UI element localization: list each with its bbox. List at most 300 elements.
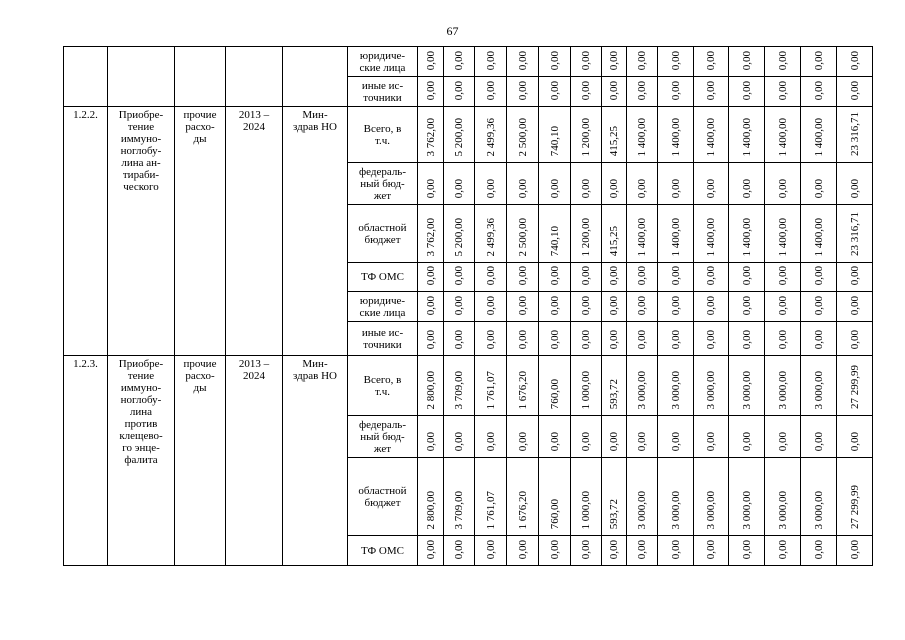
executor: Мин- здрав НО bbox=[283, 356, 348, 566]
value-text: 0,00 bbox=[740, 50, 753, 70]
value-cell bbox=[729, 163, 765, 205]
value-text: 1 400,00 bbox=[669, 117, 682, 156]
value-text: 0,00 bbox=[636, 330, 648, 350]
value-cell bbox=[658, 47, 694, 77]
value-text: 0,00 bbox=[669, 296, 682, 316]
value-text: 0,00 bbox=[848, 178, 861, 198]
value-cell bbox=[765, 47, 801, 77]
funding-source: Всего, в т.ч. bbox=[348, 107, 418, 163]
value-cell bbox=[729, 77, 765, 107]
value-cell bbox=[507, 205, 539, 263]
value-cell bbox=[801, 263, 837, 292]
value-cell bbox=[418, 77, 444, 107]
value-text: 3 000,00 bbox=[705, 370, 717, 410]
funding-source: ТФ ОМС bbox=[348, 536, 418, 566]
value-text: 0,00 bbox=[580, 432, 592, 452]
value-cell bbox=[475, 356, 507, 416]
value-text: 0,00 bbox=[776, 432, 789, 452]
value-cell bbox=[729, 458, 765, 536]
value-text: 0,00 bbox=[740, 432, 753, 452]
value-cell bbox=[507, 47, 539, 77]
value-text: 1 400,00 bbox=[740, 117, 753, 156]
value-cell bbox=[539, 292, 571, 322]
value-cell bbox=[837, 107, 873, 163]
value-cell bbox=[694, 536, 729, 566]
value-text: 3 000,00 bbox=[812, 370, 825, 410]
value-cell bbox=[539, 77, 571, 107]
value-cell bbox=[444, 163, 475, 205]
value-cell bbox=[729, 416, 765, 458]
value-cell bbox=[658, 163, 694, 205]
value-text: 0,00 bbox=[740, 330, 753, 350]
value-text: 1 400,00 bbox=[776, 217, 789, 256]
value-text: 0,00 bbox=[812, 540, 825, 560]
value-text: 2 800,00 bbox=[424, 490, 437, 530]
value-cell bbox=[444, 107, 475, 163]
value-cell bbox=[507, 163, 539, 205]
value-text: 0,00 bbox=[608, 432, 620, 452]
empty-cell bbox=[175, 47, 226, 107]
value-cell bbox=[765, 107, 801, 163]
value-cell bbox=[507, 322, 539, 356]
value-cell bbox=[694, 416, 729, 458]
value-cell bbox=[539, 107, 571, 163]
value-text: 0,00 bbox=[705, 266, 717, 286]
value-cell bbox=[418, 263, 444, 292]
value-cell bbox=[539, 205, 571, 263]
value-cell bbox=[837, 47, 873, 77]
value-cell bbox=[507, 292, 539, 322]
value-text: 3 000,00 bbox=[812, 490, 825, 530]
value-cell bbox=[765, 416, 801, 458]
value-text: 0,00 bbox=[548, 266, 561, 286]
value-cell bbox=[507, 536, 539, 566]
value-text: 27 299,99 bbox=[848, 485, 861, 530]
value-text: 0,00 bbox=[608, 50, 620, 70]
value-text: 3 709,00 bbox=[453, 490, 465, 530]
value-text: 0,00 bbox=[608, 330, 620, 350]
value-cell bbox=[475, 263, 507, 292]
value-cell bbox=[539, 263, 571, 292]
value-cell bbox=[444, 292, 475, 322]
value-text: 0,00 bbox=[484, 266, 497, 286]
value-text: 1 000,00 bbox=[580, 490, 592, 530]
table-row bbox=[64, 107, 873, 163]
value-text: 0,00 bbox=[776, 50, 789, 70]
value-text: 0,00 bbox=[608, 80, 620, 100]
funding-source: юридиче- ские лица bbox=[348, 47, 418, 77]
value-cell bbox=[571, 163, 602, 205]
value-cell bbox=[801, 356, 837, 416]
value-cell bbox=[602, 536, 627, 566]
value-text: 0,00 bbox=[669, 80, 682, 100]
value-cell bbox=[539, 47, 571, 77]
value-cell bbox=[602, 416, 627, 458]
value-text: 0,00 bbox=[484, 540, 497, 560]
page-number: 67 bbox=[446, 24, 459, 38]
value-text: 740,10 bbox=[548, 225, 561, 256]
value-text: 0,00 bbox=[453, 330, 465, 350]
value-text: 0,00 bbox=[636, 296, 648, 316]
value-text: 0,00 bbox=[705, 80, 717, 100]
empty-cell bbox=[226, 47, 283, 107]
value-text: 0,00 bbox=[848, 540, 861, 560]
value-text: 0,00 bbox=[580, 540, 592, 560]
value-cell bbox=[507, 263, 539, 292]
value-text: 0,00 bbox=[812, 178, 825, 198]
value-text: 0,00 bbox=[608, 266, 620, 286]
item-number: 1.2.3. bbox=[64, 356, 108, 566]
value-cell bbox=[627, 77, 658, 107]
value-text: 740,10 bbox=[548, 125, 561, 156]
value-cell bbox=[837, 356, 873, 416]
value-text: 1 400,00 bbox=[705, 117, 717, 156]
value-text: 0,00 bbox=[740, 178, 753, 198]
value-cell bbox=[658, 322, 694, 356]
value-text: 5 200,00 bbox=[453, 117, 465, 156]
value-text: 0,00 bbox=[740, 540, 753, 560]
value-text: 0,00 bbox=[705, 330, 717, 350]
value-text: 0,00 bbox=[848, 330, 861, 350]
value-cell bbox=[571, 205, 602, 263]
value-text: 0,00 bbox=[776, 540, 789, 560]
value-text: 0,00 bbox=[776, 296, 789, 316]
value-text: 1 400,00 bbox=[740, 217, 753, 256]
value-text: 0,00 bbox=[580, 80, 592, 100]
expense-category: прочие расхо- ды bbox=[175, 107, 226, 356]
value-cell bbox=[418, 107, 444, 163]
funding-source: федераль- ный бюд- жет bbox=[348, 416, 418, 458]
period: 2013 – 2024 bbox=[226, 107, 283, 356]
value-cell bbox=[418, 536, 444, 566]
value-text: 0,00 bbox=[812, 266, 825, 286]
value-cell bbox=[571, 416, 602, 458]
value-text: 0,00 bbox=[669, 330, 682, 350]
value-text: 0,00 bbox=[548, 330, 561, 350]
value-cell bbox=[801, 163, 837, 205]
value-cell bbox=[658, 77, 694, 107]
value-cell bbox=[801, 458, 837, 536]
value-text: 3 000,00 bbox=[776, 370, 789, 410]
table-row bbox=[64, 47, 873, 77]
value-cell bbox=[475, 416, 507, 458]
value-cell bbox=[801, 47, 837, 77]
value-text: 0,00 bbox=[848, 80, 861, 100]
value-text: 0,00 bbox=[812, 296, 825, 316]
value-cell bbox=[475, 107, 507, 163]
value-cell bbox=[801, 292, 837, 322]
value-text: 0,00 bbox=[516, 296, 529, 316]
value-text: 0,00 bbox=[636, 266, 648, 286]
value-cell bbox=[571, 356, 602, 416]
value-text: 0,00 bbox=[516, 266, 529, 286]
value-cell bbox=[444, 458, 475, 536]
value-cell bbox=[571, 458, 602, 536]
value-cell bbox=[627, 292, 658, 322]
expense-category: прочие расхо- ды bbox=[175, 356, 226, 566]
value-cell bbox=[729, 205, 765, 263]
value-cell bbox=[658, 458, 694, 536]
value-cell bbox=[418, 356, 444, 416]
value-text: 0,00 bbox=[424, 50, 437, 70]
value-text: 0,00 bbox=[453, 266, 465, 286]
value-text: 1 000,00 bbox=[580, 370, 592, 410]
value-text: 0,00 bbox=[548, 50, 561, 70]
funding-source: юридиче- ские лица bbox=[348, 292, 418, 322]
value-text: 0,00 bbox=[848, 296, 861, 316]
value-text: 0,00 bbox=[548, 432, 561, 452]
value-text: 0,00 bbox=[669, 540, 682, 560]
value-text: 0,00 bbox=[848, 50, 861, 70]
funding-source: федераль- ный бюд- жет bbox=[348, 163, 418, 205]
value-cell bbox=[694, 263, 729, 292]
value-cell bbox=[765, 163, 801, 205]
value-text: 0,00 bbox=[608, 540, 620, 560]
value-cell bbox=[801, 107, 837, 163]
value-cell bbox=[658, 205, 694, 263]
value-text: 0,00 bbox=[516, 432, 529, 452]
value-text: 760,00 bbox=[548, 379, 561, 410]
value-text: 0,00 bbox=[669, 432, 682, 452]
value-text: 1 761,07 bbox=[484, 370, 497, 410]
value-cell bbox=[729, 356, 765, 416]
value-text: 0,00 bbox=[516, 330, 529, 350]
value-cell bbox=[507, 416, 539, 458]
value-text: 0,00 bbox=[705, 296, 717, 316]
value-cell bbox=[694, 47, 729, 77]
value-text: 1 200,00 bbox=[580, 217, 592, 256]
value-cell bbox=[658, 416, 694, 458]
value-text: 3 709,00 bbox=[453, 370, 465, 410]
value-text: 0,00 bbox=[484, 80, 497, 100]
value-cell bbox=[694, 356, 729, 416]
value-cell bbox=[444, 322, 475, 356]
value-text: 0,00 bbox=[776, 266, 789, 286]
value-cell bbox=[627, 107, 658, 163]
empty-cell bbox=[283, 47, 348, 107]
value-text: 0,00 bbox=[669, 178, 682, 198]
value-cell bbox=[627, 163, 658, 205]
value-cell bbox=[475, 163, 507, 205]
value-cell bbox=[658, 292, 694, 322]
value-cell bbox=[475, 536, 507, 566]
value-cell bbox=[765, 458, 801, 536]
value-text: 1 400,00 bbox=[812, 217, 825, 256]
value-cell bbox=[539, 458, 571, 536]
funding-source: областной бюджет bbox=[348, 205, 418, 263]
value-cell bbox=[418, 322, 444, 356]
value-text: 0,00 bbox=[608, 178, 620, 198]
value-cell bbox=[765, 77, 801, 107]
value-cell bbox=[444, 77, 475, 107]
executor: Мин- здрав НО bbox=[283, 107, 348, 356]
value-text: 0,00 bbox=[580, 266, 592, 286]
item-name: Приобре- тение иммуно- ноглобу- лина против клещево- го энце- фалита bbox=[108, 356, 175, 566]
value-cell bbox=[475, 47, 507, 77]
value-cell bbox=[694, 205, 729, 263]
value-text: 0,00 bbox=[424, 80, 437, 100]
value-text: 3 000,00 bbox=[669, 370, 682, 410]
value-cell bbox=[602, 356, 627, 416]
value-text: 0,00 bbox=[669, 266, 682, 286]
value-text: 0,00 bbox=[580, 296, 592, 316]
value-text: 0,00 bbox=[516, 178, 529, 198]
value-text: 0,00 bbox=[453, 50, 465, 70]
value-text: 0,00 bbox=[453, 432, 465, 452]
value-text: 0,00 bbox=[453, 178, 465, 198]
value-text: 0,00 bbox=[484, 432, 497, 452]
value-cell bbox=[694, 292, 729, 322]
value-text: 0,00 bbox=[424, 266, 437, 286]
funding-source: областной бюджет bbox=[348, 458, 418, 536]
value-cell bbox=[444, 536, 475, 566]
value-cell bbox=[507, 458, 539, 536]
value-text: 1 400,00 bbox=[812, 117, 825, 156]
value-text: 1 400,00 bbox=[636, 217, 648, 256]
value-cell bbox=[627, 205, 658, 263]
value-cell bbox=[837, 263, 873, 292]
value-cell bbox=[602, 47, 627, 77]
value-text: 27 299,99 bbox=[848, 365, 861, 410]
value-text: 0,00 bbox=[548, 178, 561, 198]
value-cell bbox=[765, 263, 801, 292]
value-cell bbox=[444, 205, 475, 263]
value-text: 593,72 bbox=[608, 379, 620, 410]
value-cell bbox=[627, 416, 658, 458]
value-text: 0,00 bbox=[812, 432, 825, 452]
funding-source: иные ис- точники bbox=[348, 77, 418, 107]
value-cell bbox=[418, 292, 444, 322]
value-cell bbox=[418, 47, 444, 77]
value-cell bbox=[627, 356, 658, 416]
value-cell bbox=[571, 322, 602, 356]
value-cell bbox=[571, 77, 602, 107]
value-cell bbox=[765, 205, 801, 263]
value-cell bbox=[539, 163, 571, 205]
value-cell bbox=[539, 536, 571, 566]
value-cell bbox=[765, 356, 801, 416]
value-cell bbox=[729, 292, 765, 322]
value-cell bbox=[539, 356, 571, 416]
value-cell bbox=[444, 356, 475, 416]
value-text: 0,00 bbox=[548, 80, 561, 100]
value-cell bbox=[602, 205, 627, 263]
value-cell bbox=[539, 416, 571, 458]
value-cell bbox=[627, 263, 658, 292]
value-cell bbox=[539, 322, 571, 356]
value-text: 0,00 bbox=[776, 330, 789, 350]
value-cell bbox=[658, 263, 694, 292]
value-cell bbox=[837, 205, 873, 263]
value-cell bbox=[507, 356, 539, 416]
value-cell bbox=[801, 205, 837, 263]
value-cell bbox=[418, 458, 444, 536]
value-cell bbox=[571, 47, 602, 77]
value-cell bbox=[801, 322, 837, 356]
value-cell bbox=[602, 263, 627, 292]
value-text: 0,00 bbox=[516, 540, 529, 560]
value-text: 0,00 bbox=[776, 178, 789, 198]
period: 2013 – 2024 bbox=[226, 356, 283, 566]
value-text: 0,00 bbox=[548, 540, 561, 560]
value-text: 0,00 bbox=[424, 178, 437, 198]
value-text: 0,00 bbox=[636, 540, 648, 560]
value-cell bbox=[571, 536, 602, 566]
value-text: 0,00 bbox=[848, 432, 861, 452]
value-cell bbox=[694, 77, 729, 107]
value-text: 0,00 bbox=[516, 50, 529, 70]
value-text: 5 200,00 bbox=[453, 217, 465, 256]
value-text: 0,00 bbox=[812, 50, 825, 70]
value-cell bbox=[801, 77, 837, 107]
value-text: 0,00 bbox=[636, 432, 648, 452]
value-cell bbox=[837, 77, 873, 107]
value-text: 0,00 bbox=[580, 330, 592, 350]
value-text: 1 400,00 bbox=[776, 117, 789, 156]
value-cell bbox=[602, 163, 627, 205]
value-cell bbox=[444, 416, 475, 458]
value-cell bbox=[694, 458, 729, 536]
value-text: 0,00 bbox=[580, 178, 592, 198]
value-text: 1 200,00 bbox=[580, 117, 592, 156]
value-text: 2 500,00 bbox=[516, 217, 529, 256]
value-cell bbox=[658, 536, 694, 566]
value-cell bbox=[418, 416, 444, 458]
value-text: 0,00 bbox=[453, 540, 465, 560]
value-cell bbox=[801, 536, 837, 566]
value-text: 0,00 bbox=[548, 296, 561, 316]
value-text: 0,00 bbox=[705, 50, 717, 70]
funding-source: иные ис- точники bbox=[348, 322, 418, 356]
budget-table bbox=[63, 46, 873, 566]
value-cell bbox=[444, 263, 475, 292]
value-text: 3 000,00 bbox=[636, 490, 648, 530]
value-text: 2 500,00 bbox=[516, 117, 529, 156]
value-cell bbox=[507, 77, 539, 107]
table-row bbox=[64, 356, 873, 416]
value-text: 1 676,20 bbox=[516, 490, 529, 530]
value-text: 415,25 bbox=[608, 125, 620, 156]
value-cell bbox=[627, 536, 658, 566]
value-text: 3 000,00 bbox=[776, 490, 789, 530]
value-cell bbox=[765, 536, 801, 566]
value-cell bbox=[475, 322, 507, 356]
value-text: 3 762,00 bbox=[424, 117, 437, 156]
value-cell bbox=[801, 416, 837, 458]
value-cell bbox=[658, 356, 694, 416]
value-text: 3 000,00 bbox=[636, 370, 648, 410]
value-text: 3 000,00 bbox=[669, 490, 682, 530]
value-text: 0,00 bbox=[812, 80, 825, 100]
value-text: 0,00 bbox=[424, 296, 437, 316]
value-text: 0,00 bbox=[484, 330, 497, 350]
value-cell bbox=[729, 322, 765, 356]
value-cell bbox=[418, 163, 444, 205]
value-text: 2 499,36 bbox=[484, 117, 497, 156]
value-text: 0,00 bbox=[484, 296, 497, 316]
value-text: 0,00 bbox=[484, 178, 497, 198]
value-text: 0,00 bbox=[636, 80, 648, 100]
value-text: 0,00 bbox=[453, 80, 465, 100]
value-text: 593,72 bbox=[608, 499, 620, 530]
value-text: 2 800,00 bbox=[424, 370, 437, 410]
value-cell bbox=[837, 536, 873, 566]
value-cell bbox=[602, 107, 627, 163]
value-cell bbox=[658, 107, 694, 163]
value-cell bbox=[571, 292, 602, 322]
value-cell bbox=[837, 416, 873, 458]
value-cell bbox=[765, 292, 801, 322]
